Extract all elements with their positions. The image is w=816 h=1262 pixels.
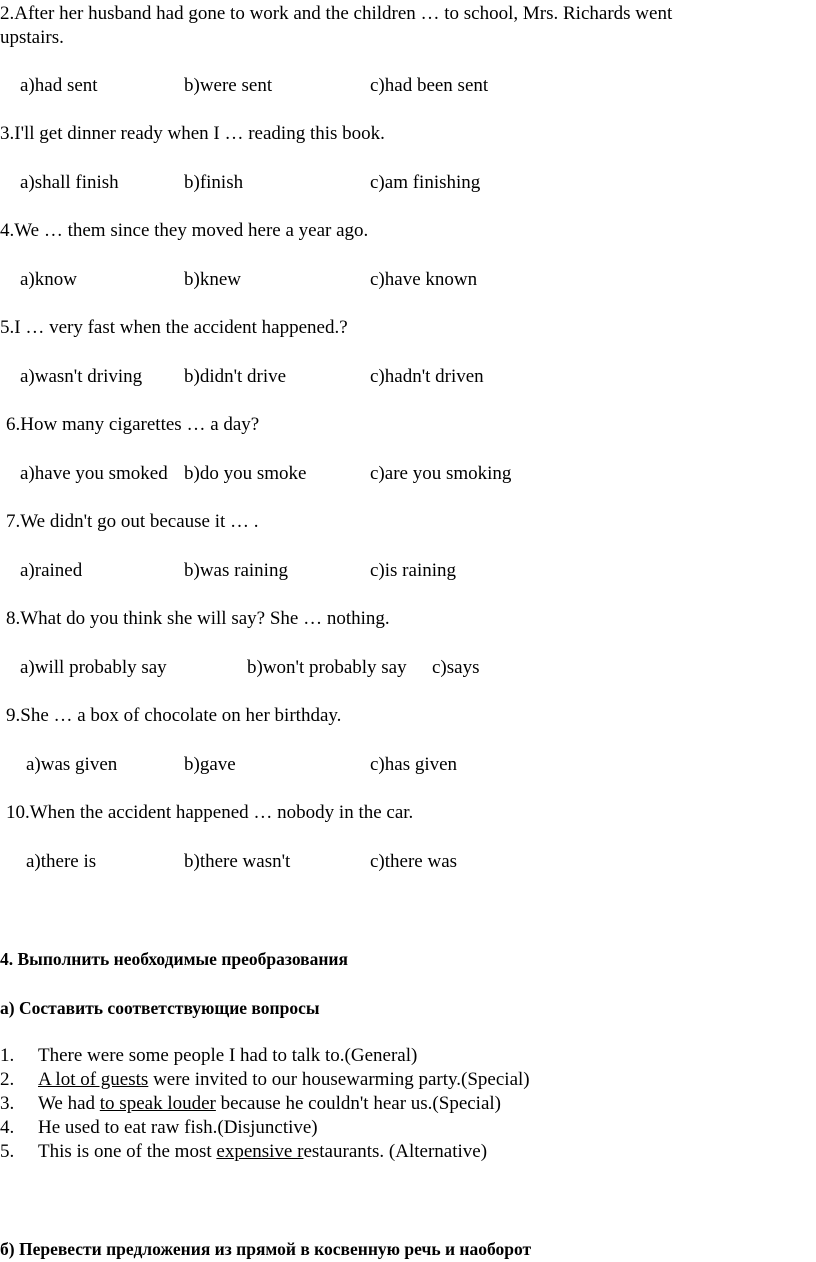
- list-item-text-pre: We had: [38, 1093, 100, 1114]
- question-2-text-line1: 2.After her husband had gone to work and the children … to school, Mrs. Richards went: [0, 3, 673, 24]
- question-8-option-a: a)will probably say: [20, 657, 167, 678]
- question-3-option-a: a)shall finish: [20, 172, 119, 193]
- list-item: [0, 1116, 700, 1140]
- question-2-option-a: a)had sent: [20, 75, 98, 96]
- list-item-text-post: estaurants. (Alternative): [303, 1141, 488, 1162]
- question-10-option-b: b)there wasn't: [184, 851, 291, 872]
- list-item-text: [38, 1092, 501, 1116]
- question-5-option-b: b)didn't drive: [184, 366, 287, 387]
- question-2-option-c: c)had been sent: [370, 75, 489, 96]
- list-item-number: 2.: [0, 1069, 15, 1090]
- list-item: [0, 1140, 700, 1164]
- question-6-option-c: c)are you smoking: [370, 463, 512, 484]
- section-4-heading: 4. Выполнить необходимые преобразования: [0, 949, 348, 969]
- question-7-option-c: c)is raining: [370, 560, 457, 581]
- question-9-option-b: b)gave: [184, 754, 236, 775]
- list-item-text: [38, 1044, 417, 1068]
- question-5-option-a: a)wasn't driving: [20, 366, 143, 387]
- list-item-underlined: expensive r: [216, 1141, 304, 1162]
- question-9-text: 9.She … a box of chocolate on her birthday.: [6, 705, 342, 726]
- list-item-text: [38, 1116, 318, 1140]
- question-5-option-c: c)hadn't driven: [370, 366, 484, 387]
- question-3-option-c: c)am finishing: [370, 172, 481, 193]
- question-10-option-c: c)there was: [370, 851, 458, 872]
- question-4-text: 4.We … them since they moved here a year ago.: [0, 220, 369, 241]
- question-4-option-c: c)have known: [370, 269, 478, 290]
- question-2-text-line2: upstairs.: [0, 27, 64, 48]
- section-4a-subheading: а) Составить соответствующие вопросы: [0, 998, 320, 1018]
- question-6-option-a: a)have you smoked: [20, 463, 168, 484]
- list-item-text: [38, 1140, 487, 1164]
- question-7-text: 7.We didn't go out because it … .: [6, 511, 259, 532]
- list-item: [0, 1044, 700, 1068]
- list-item-number: 1.: [0, 1045, 15, 1066]
- list-item-number: 4.: [0, 1117, 15, 1138]
- question-3-text: 3.I'll get dinner ready when I … reading this book.: [0, 123, 385, 144]
- question-10-option-a: a)there is: [26, 851, 97, 872]
- question-3-option-b: b)finish: [184, 172, 244, 193]
- section-4b-subheading: б) Перевести предложения из прямой в косвенную речь и наоборот: [0, 1239, 532, 1259]
- question-4-option-a: a)know: [20, 269, 77, 290]
- list-item-number: 3.: [0, 1093, 15, 1114]
- question-9-option-a: a)was given: [26, 754, 118, 775]
- question-8-option-b: b)won't probably say: [247, 657, 407, 678]
- question-9-option-c: c)has given: [370, 754, 458, 775]
- question-6-option-b: b)do you smoke: [184, 463, 307, 484]
- list-item-text: [38, 1068, 530, 1092]
- list-item: [0, 1092, 700, 1116]
- question-4-option-b: b)knew: [184, 269, 241, 290]
- list-item-text-post: were invited to our housewarming party.(Special): [148, 1069, 530, 1090]
- list-item-text-pre: This is one of the most: [38, 1141, 217, 1162]
- list-item-underlined: to speak louder: [99, 1093, 216, 1114]
- list-item-text-post: because he couldn't hear us.(Special): [215, 1093, 501, 1114]
- list-item: [0, 1068, 700, 1092]
- question-10-text: 10.When the accident happened … nobody in the car.: [6, 802, 414, 823]
- question-8-option-c: c)says: [432, 657, 480, 678]
- question-7-option-b: b)was raining: [184, 560, 288, 581]
- question-2-option-b: b)were sent: [184, 75, 273, 96]
- question-8-text: 8.What do you think she will say? She … nothing.: [6, 608, 390, 629]
- list-item-number: 5.: [0, 1141, 15, 1162]
- list-item-underlined: A lot of guests: [38, 1069, 149, 1090]
- question-6-text: 6.How many cigarettes … a day?: [6, 414, 260, 435]
- question-5-text: 5.I … very fast when the accident happened.?: [0, 317, 348, 338]
- question-7-option-a: a)rained: [20, 560, 83, 581]
- list-item-text-pre: He used to eat raw fish.(Disjunctive): [38, 1117, 318, 1138]
- list-item-text-pre: There were some people I had to talk to.(General): [38, 1045, 418, 1066]
